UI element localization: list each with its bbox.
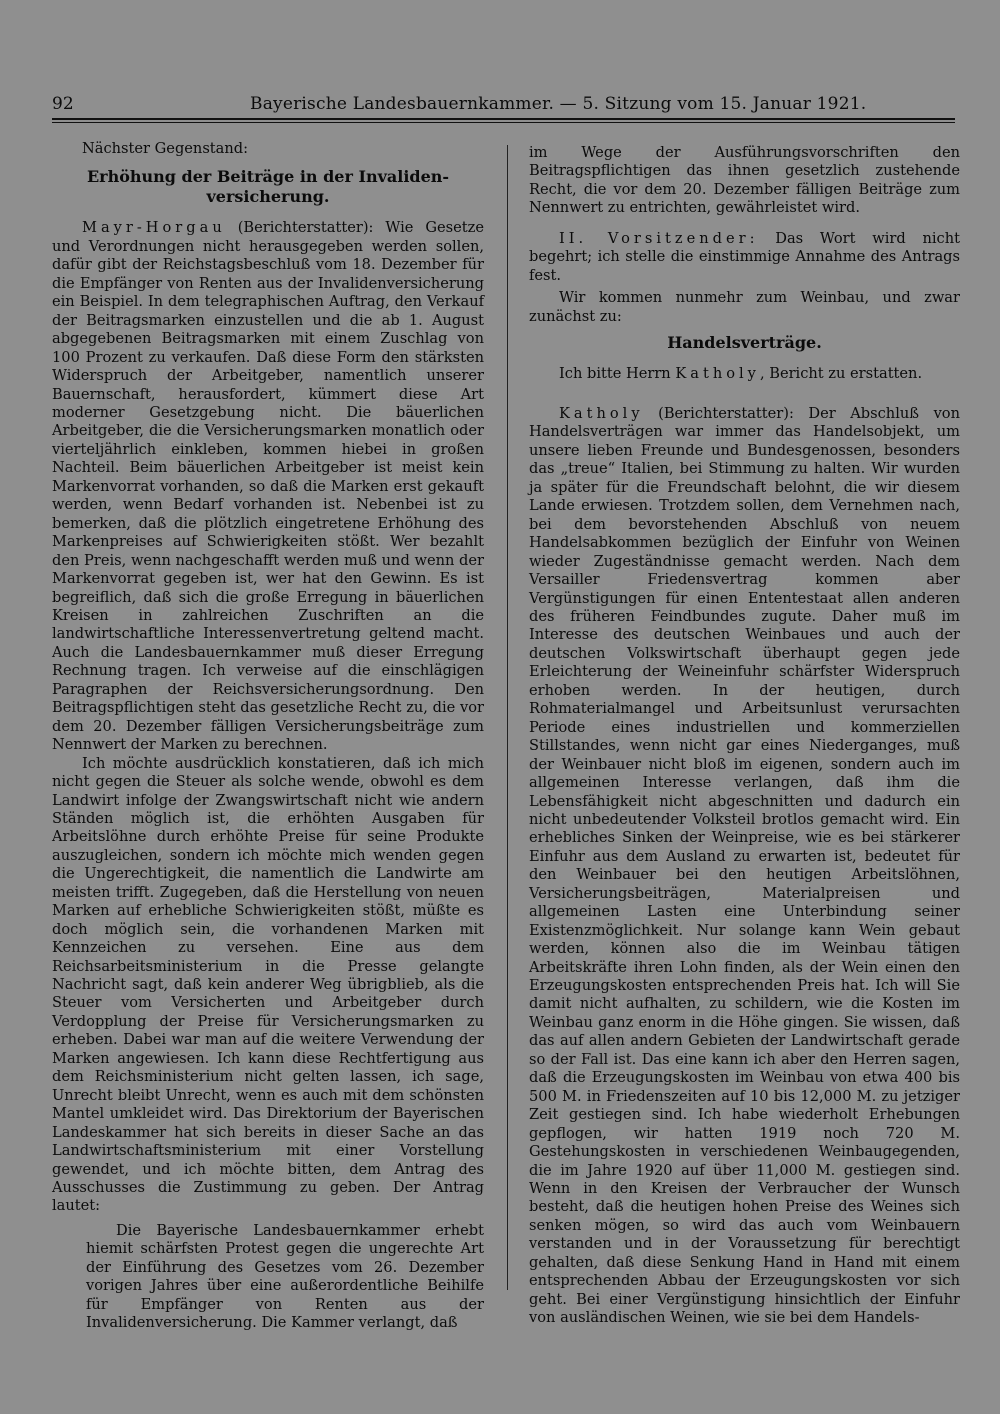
motion-quote: Die Bayerische Landesbauernkammer erhebt hiemit schärfsten Protest gegen die ungerechte Art der Einführung des Gesetzes vom 26. Dezember vorigen Jahres über eine außerordentliche Beihilfe für Empfänger von Renten aus der Invalidenversicherung. Die Kammer verlangt, daß <box>86 1221 484 1332</box>
right-column <box>529 144 960 1328</box>
paragraph-text: Das Wort wird nicht begehrt; ich stelle die einstimmige Annahme des Antrags fest. <box>529 229 960 284</box>
paragraph: Ich möchte ausdrücklich konstatieren, daß ich mich nicht gegen die Steuer als solche wende, obwohl es dem Landwirt infolge der Zwangswirtschaft nicht wie andern Ständen möglich ist, die erhöhten Ausgaben für Arbeitslöhne durch erhöhte Preise für seine Produkte auszugleichen, sondern ich möchte mich wenden gegen die Ungerechtigkeit, die namentlich die Landwirte am meisten trifft. Zugegeben, daß die Herstellung von neuen Marken auf erhebliche Schwierigkeiten stößt, müßte es doch möglich sein, die vorhandenen Marken mit Kennzeichen zu versehen. Eine aus dem Reichsarbeitsministerium in die Presse gelangte Nachricht sagt, daß kein anderer Weg übrigblieb, als die Steuer vom Versicherten und Arbeitgeber durch Verdopplung der Preise für Versicherungsmarken zu erheben. Dabei war man auf die weitere Verwendung der Marken angewiesen. Ich kann diese Rechtfertigung aus dem Reichsministerium nicht gelten lassen, ich sage, Unrecht bleibt Unrecht, wenn es auch mit dem schönsten Mantel umkleidet wird. Das Direktorium der Bayerischen Landeskammer hat sich bereits in dieser Sache an das Landwirtschaftsministerium mit einer Vorstellung gewendet, und ich möchte bitten, dem Antrag des Ausschusses die Zustimmung zu geben. Der Antrag lautet: <box>52 754 484 1215</box>
paragraph-text: (Berichterstatter): Wie Gesetze und Verordnungen nicht herausgegeben werden sollen, dafür gibt der Reichstagsbeschluß vom 18. Dezember für die Empfänger von Renten aus der Invalidenversicherung ein Beispiel. In dem telegraphischen Auftrag, den Verkauf der Beitragsmarken einzustellen und die ab 1. August abgegebenen Beitragsmarken mit einem Zuschlag von 100 Prozent zu verkaufen. Daß diese Form den stärksten Widerspruch der Arbeitgeber, namentlich unserer Bauernschaft, herausfordert, kümmert diese Art moderner Gesetzgebung nicht. Die bäuerlichen Arbeitgeber, die die Versicherungsmarken monatlich oder vierteljährlich einkleben, kommen hiebei in großen Nachteil. Beim bäuerlichen Arbeitgeber ist meist kein Markenvorrat vorhanden, so daß die Marken erst gekauft werden, wenn Bedarf vorhanden ist. Nebenbei ist zu bemerken, daß die plötzlich eingetretene Erhöhung des Markenpreises auf Schwierigkeiten stößt. Wer bezahlt den Preis, wenn nachgeschafft werden muß und wenn der Markenvorrat gegeben ist, wer hat den Gewinn. Es ist begreiflich, daß sich die große Erregung in bäuerlichen Kreisen in zahlreichen Zuschriften an die landwirtschaftliche Interessenvertretung geltend macht. Auch die Landesbauernkammer muß dieser Erregung Rechnung tragen. Ich verweise auf die einschlägigen Paragraphen der Reichsversicherungsordnung. Den Beitragspflichtigen steht das gesetzliche Recht zu, die vor dem 20. Dezember fälligen Versicherungsbeiträge zum Nennwert der Marken zu berechnen. <box>52 219 484 754</box>
page-number: 92 <box>52 94 74 114</box>
speaker-name: II. Vorsitzender: <box>559 229 759 247</box>
paragraph-text: Ich bitte Herrn <box>559 364 671 382</box>
paragraph: Wir kommen nunmehr zum Weinbau, und zwar zunächst zu: <box>529 289 960 325</box>
paragraph <box>529 365 960 383</box>
paragraph <box>529 230 960 285</box>
running-title: Bayerische Landesbauernkammer. — 5. Sitzung vom 15. Januar 1921. <box>250 94 867 114</box>
page-header <box>52 92 954 116</box>
paragraph <box>529 405 960 1328</box>
section-heading: Erhöhung der Beiträge in der Invaliden-versicherung. <box>86 167 450 207</box>
left-column <box>52 140 484 1333</box>
header-rule <box>52 118 955 123</box>
section-heading: Handelsverträge. <box>667 333 822 353</box>
agenda-intro: Nächster Gegenstand: <box>82 140 249 157</box>
paragraph <box>52 219 484 754</box>
paragraph: im Wege der Ausführungsvorschriften den Beitragspflichtigen das ihnen gesetzlich zustehende Recht, die vor dem 20. Dezember fälligen Beiträge zum Nennwert zu entrichten, gewährleistet wird. <box>529 144 960 217</box>
column-divider <box>507 145 508 1290</box>
speaker-name: Katholy <box>675 364 760 382</box>
paragraph-text: , Bericht zu erstatten. <box>759 364 923 382</box>
speaker-name: Katholy <box>559 404 644 422</box>
paragraph-text: (Berichterstatter): Der Abschluß von Handelsverträgen war immer das Handelsobjekt, um unsere lieben Freunde und Bundesgenossen, besonders das „treue“ Italien, bei Stimmung zu halten. Wir wurden ja später für die Freundschaft belohnt, die wir diesem Lande erwiesen. Trotzdem sollen, dem Vernehmen nach, bei dem bevorstehenden Abschluß von neuem Handelsabkommen bezüglich der Einfuhr von Weinen wieder Zugeständnisse gemacht werden. Nach dem Versailler Friedensvertrag kommen aber Vergünstigungen für einen Ententestaat allen anderen des früheren Feindbundes zugute. Daher muß im Interesse des deutschen Weinbaues und auch der deutschen Volkswirtschaft überhaupt gegen jede Erleichterung der Weineinfuhr schärfster Widerspruch erhoben werden. In der heutigen, durch Rohmaterialmangel und Arbeitsunlust verursachten Periode eines industriellen und kommerziellen Stillstandes, wenn nicht gar eines Niederganges, muß der Weinbauer nicht bloß im eigenen, sondern auch im allgemeinen Interesse verlangen, daß ihm die Lebensfähigkeit nicht abgeschnitten und dadurch ein nicht unbedeutender Volksteil brotlos gemacht wird. Ein erhebliches Sinken der Weinpreise, wie es bei stärkerer Einfuhr aus dem Ausland zu erwarten ist, bedeutet für den Weinbauer bei den heutigen Arbeitslöhnen, Versicherungsbeiträgen, Materialpreisen und allgemeinen Lasten eine Unterbindung seiner Existenzmöglichkeit. Nur solange kann Wein gebaut werden, können also die im Weinbau tätigen Arbeitskräfte ihren Lohn finden, als der Wein einen den Erzeugungskosten entsprechenden Preis hat. Ich will Sie damit nicht aufhalten, zu schildern, wie die Kosten im Weinbau ganz enorm in die Höhe gingen. Sie wissen, daß das auf allen andern Gebieten der Landwirtschaft gerade so der Fall ist. Das eine kann ich aber den Herren sagen, daß die Erzeugungskosten im Weinbau von etwa 400 bis 500 M. in Friedenszeiten auf 10 bis 12,000 M. zu jetziger Zeit gestiegen sind. Ich habe wiederholt Erhebungen gepflogen, wir hatten 1919 noch 720 M. Gestehungskosten in verschiedenen Weinbaugegenden, die im Jahre 1920 auf über 11,000 M. gestiegen sind. Wenn in den Kreisen der Verbraucher der Wunsch besteht, daß die heutigen hohen Preise des Weines sich senken mögen, so wird das auch vom Weinbauern verstanden und in der Voraussetzung für berechtigt gehalten, daß diese Senkung Hand in Hand mit einem entsprechenden Abbau der Erzeugungskosten vor sich geht. Bei einer Vergünstigung hinsichtlich der Einfuhr von ausländischen Weinen, wie sie bei dem Handels- <box>529 404 960 1327</box>
speaker-name: Mayr-Horgau <box>82 219 226 237</box>
